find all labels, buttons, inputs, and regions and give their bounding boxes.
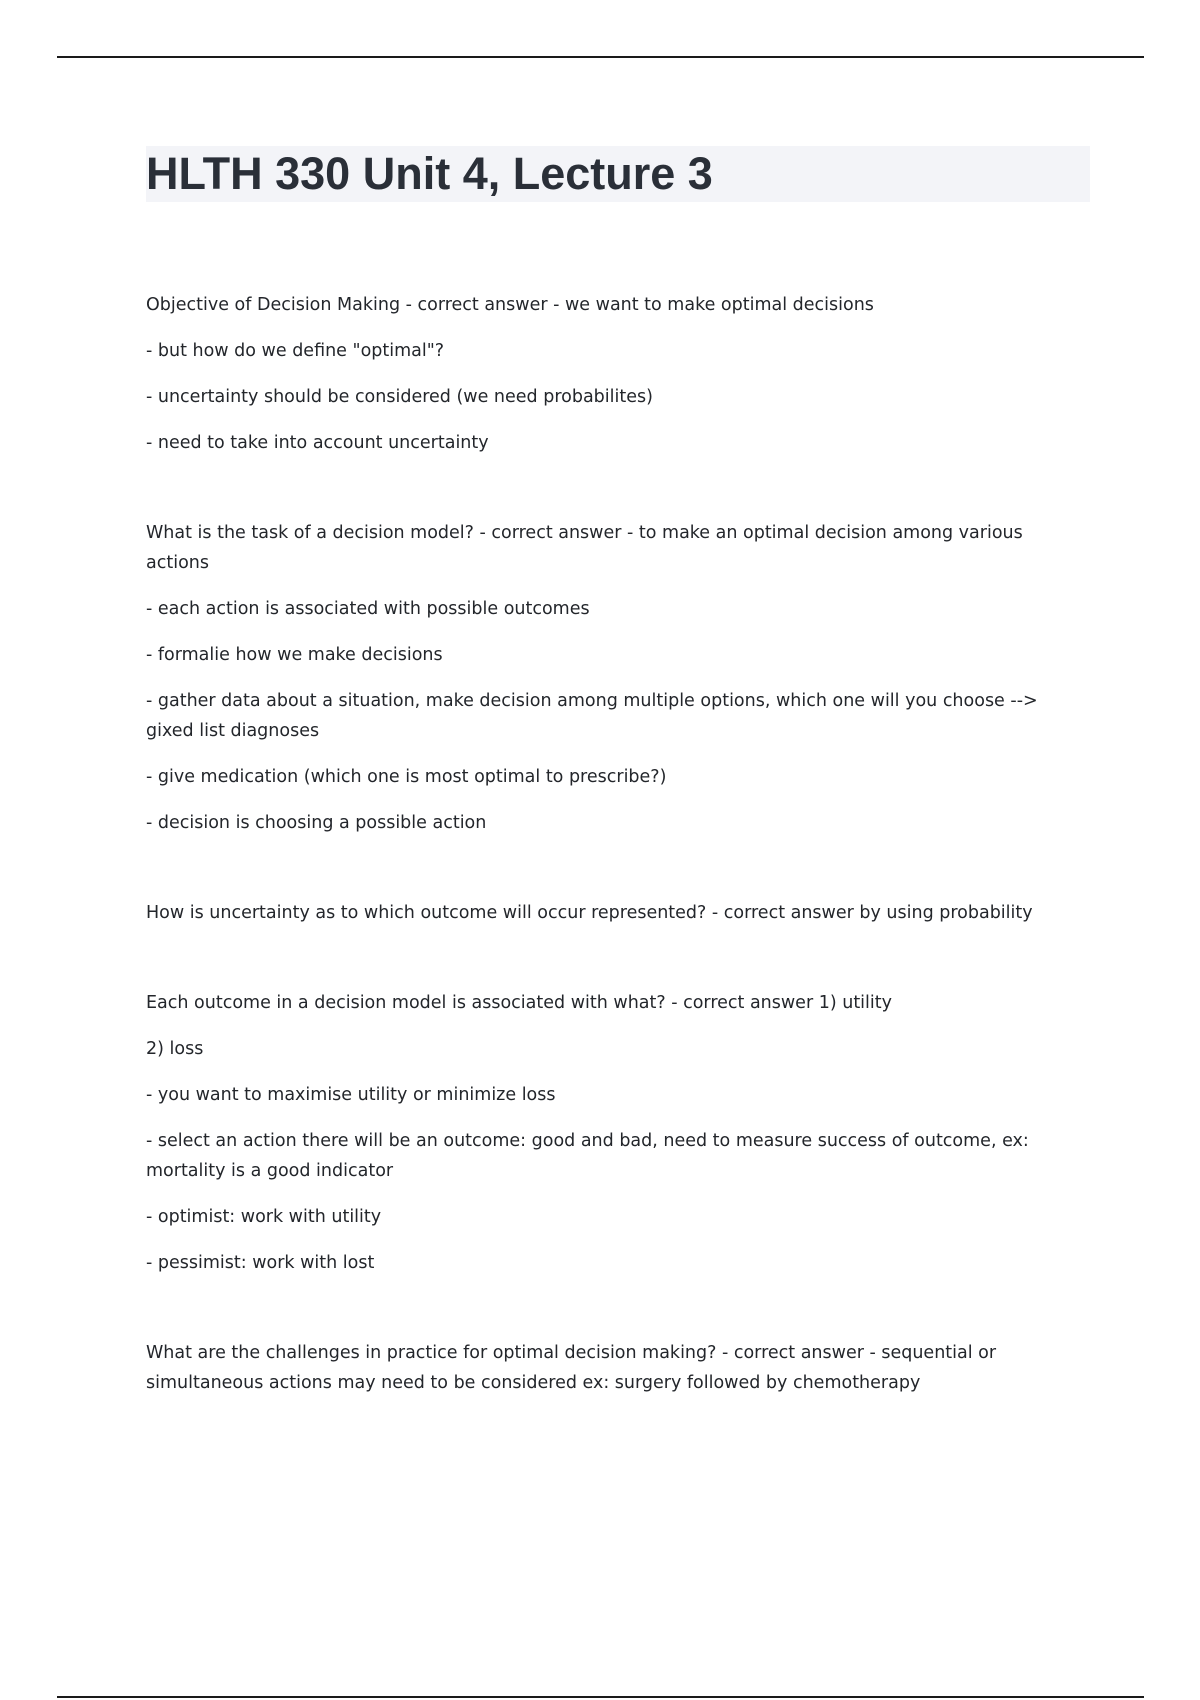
- qa-item-outcome-association: [146, 988, 1076, 1278]
- bottom-rule: [57, 1696, 1144, 1698]
- answer-line: - but how do we define "optimal"?: [146, 341, 445, 361]
- answer-line: - formalie how we make decisions: [146, 645, 443, 665]
- answer-line: - each action is associated with possible outcomes: [146, 599, 590, 619]
- answer-line: - select an action there will be an outcome: good and bad, need to measure success of outcome, ex: mortality is a good indicator: [146, 1131, 1029, 1181]
- answer-line: 2) loss: [146, 1039, 204, 1059]
- qa-item-challenges: [146, 1338, 1076, 1398]
- answer-line: - you want to maximise utility or minimize loss: [146, 1085, 556, 1105]
- qa-item-decision-model-task: [146, 518, 1076, 838]
- question-line: How is uncertainty as to which outcome will occur represented? - correct answer by using probability: [146, 903, 1033, 923]
- question-line: Each outcome in a decision model is associated with what? - correct answer 1) utility: [146, 993, 892, 1013]
- answer-line: - give medication (which one is most optimal to prescribe?): [146, 767, 667, 787]
- answer-line: - pessimist: work with lost: [146, 1253, 375, 1273]
- qa-item-objective: [146, 290, 1076, 458]
- answer-line: - optimist: work with utility: [146, 1207, 382, 1227]
- answer-line: - decision is choosing a possible action: [146, 813, 487, 833]
- answer-line: - need to take into account uncertainty: [146, 433, 489, 453]
- page-title: HLTH 330 Unit 4, Lecture 3: [146, 148, 713, 199]
- qa-item-uncertainty: [146, 898, 1076, 928]
- question-line: What is the task of a decision model? - correct answer - to make an optimal decision among various actions: [146, 523, 1023, 573]
- top-rule: [57, 56, 1144, 58]
- answer-line: - gather data about a situation, make decision among multiple options, which one will you choose --> gixed list diagnoses: [146, 691, 1038, 741]
- document-body: [146, 290, 1076, 1458]
- question-line: What are the challenges in practice for optimal decision making? - correct answer - sequential or simultaneous actions may need to be considered ex: surgery followed by chemotherapy: [146, 1343, 997, 1393]
- question-line: Objective of Decision Making - correct answer - we want to make optimal decisions: [146, 295, 874, 315]
- answer-line: - uncertainty should be considered (we need probabilites): [146, 387, 653, 407]
